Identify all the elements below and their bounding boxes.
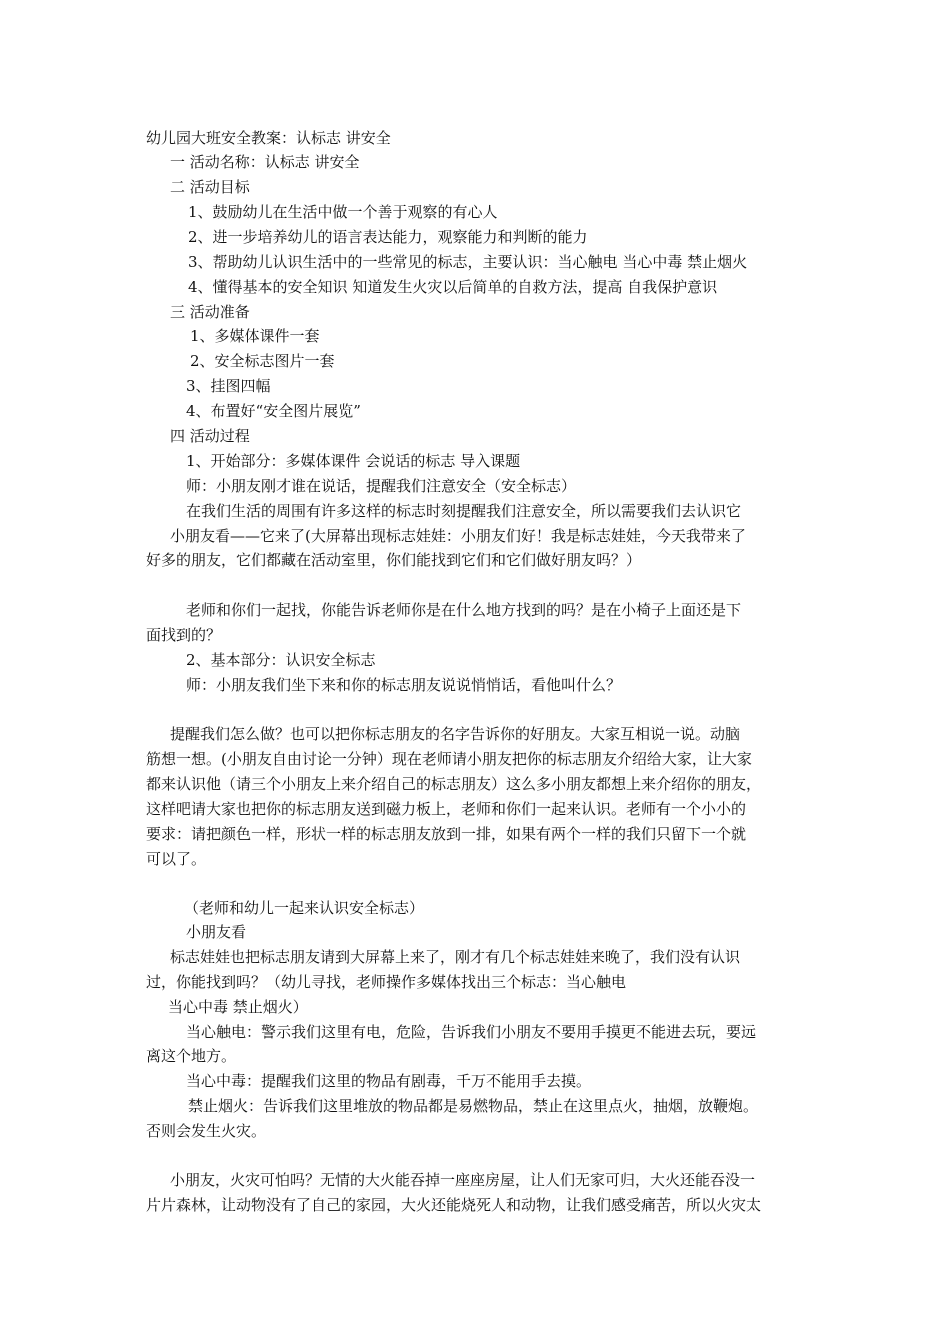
paragraph-line: 面找到的？ [146,626,222,644]
paragraph-line: 筋想一想。(小朋友自由讨论一分钟）现在老师请小朋友把你的标志朋友介绍给大家，让大家 [146,750,752,768]
paragraph-line: （老师和幼儿一起来认识安全标志） [184,899,425,917]
paragraph-line: 2、基本部分：认识安全标志 [186,651,376,669]
paragraph-line: 小朋友看 [186,923,247,941]
paragraph-line: 在我们生活的周围有许多这样的标志时刻提醒我们注意安全，所以需要我们去认识它 [186,502,742,520]
paragraph-line: 当心触电：警示我们这里有电，危险，告诉我们小朋友不要用手摸更不能进去玩，要远 [186,1023,757,1041]
paragraph-line: 师：小朋友刚才谁在说话，提醒我们注意安全（安全标志） [186,477,577,495]
list-item: 2、进一步培养幼儿的语言表达能力，观察能力和判断的能力 [188,228,588,246]
paragraph-line: 这样吧请大家也把你的标志朋友送到磁力板上，老师和你们一起来认识。老师有一个小小的 [146,800,747,818]
paragraph-line: 师：小朋友我们坐下来和你的标志朋友说说悄悄话，看他叫什么？ [186,676,622,694]
paragraph-line: 过，你能找到吗？（幼儿寻找，老师操作多媒体找出三个标志：当心触电 [146,973,627,991]
document-title: 幼儿园大班安全教案：认标志 讲安全 [146,129,391,147]
paragraph-line: 否则会发生火灾。 [146,1122,267,1140]
list-item: 2、安全标志图片一套 [190,352,335,370]
paragraph-line: 提醒我们怎么做？也可以把你标志朋友的名字告诉你的好朋友。大家互相说一说。动脑 [170,725,741,743]
paragraph-line: 好多的朋友，它们都藏在活动室里，你们能找到它们和它们做好朋友吗？） [146,551,642,569]
list-item: 3、帮助幼儿认识生活中的一些常见的标志，主要认识：当心触电 当心中毒 禁止烟火 [188,253,748,271]
list-item: 4、懂得基本的安全知识 知道发生火灾以后简单的自救方法，提高 自我保护意识 [188,278,718,296]
paragraph-line: 都来认识他（请三个小朋友上来介绍自己的标志朋友）这么多小朋友都想上来介绍你的朋友， [146,775,762,793]
paragraph-line: 标志娃娃也把标志朋友请到大屏幕上来了，刚才有几个标志娃娃来晚了，我们没有认识 [170,948,741,966]
section-heading: 一 活动名称：认标志 讲安全 [170,153,360,171]
paragraph-line: 1、开始部分：多媒体课件 会说话的标志 导入课题 [186,452,521,470]
list-item: 1、鼓励幼儿在生活中做一个善于观察的有心人 [188,203,498,221]
paragraph-line: 要求：请把颜色一样，形状一样的标志朋友放到一排，如果有两个一样的我们只留下一个就 [146,825,747,843]
paragraph-line: 小朋友，火灾可怕吗？无情的大火能吞掉一座座房屋，让人们无家可归，大火还能吞没一 [170,1171,756,1189]
section-heading: 二 活动目标 [170,178,250,196]
list-item: 1、多媒体课件一套 [190,327,320,345]
section-heading: 四 活动过程 [170,427,250,445]
paragraph-line: 禁止烟火：告诉我们这里堆放的物品都是易燃物品，禁止在这里点火，抽烟，放鞭炮。 [188,1097,759,1115]
list-item: 3、挂图四幅 [186,377,271,395]
paragraph-line: 小朋友看——它来了(大屏幕出现标志娃娃：小朋友们好！我是标志娃娃，今天我带来了 [170,527,746,545]
paragraph-line: 老师和你们一起找，你能告诉老师你是在什么地方找到的吗？是在小椅子上面还是下 [186,601,742,619]
paragraph-line: 当心中毒 禁止烟火） [168,998,308,1016]
section-heading: 三 活动准备 [170,303,250,321]
paragraph-line: 片片森林，让动物没有了自己的家园，大火还能烧死人和动物，让我们感受痛苦，所以火灾太 [146,1196,762,1214]
paragraph-line: 离这个地方。 [146,1047,237,1065]
list-item: 4、布置好“安全图片展览” [186,402,361,420]
paragraph-line: 当心中毒：提醒我们这里的物品有剧毒，千万不能用手去摸。 [186,1072,592,1090]
paragraph-line: 可以了。 [146,850,207,868]
